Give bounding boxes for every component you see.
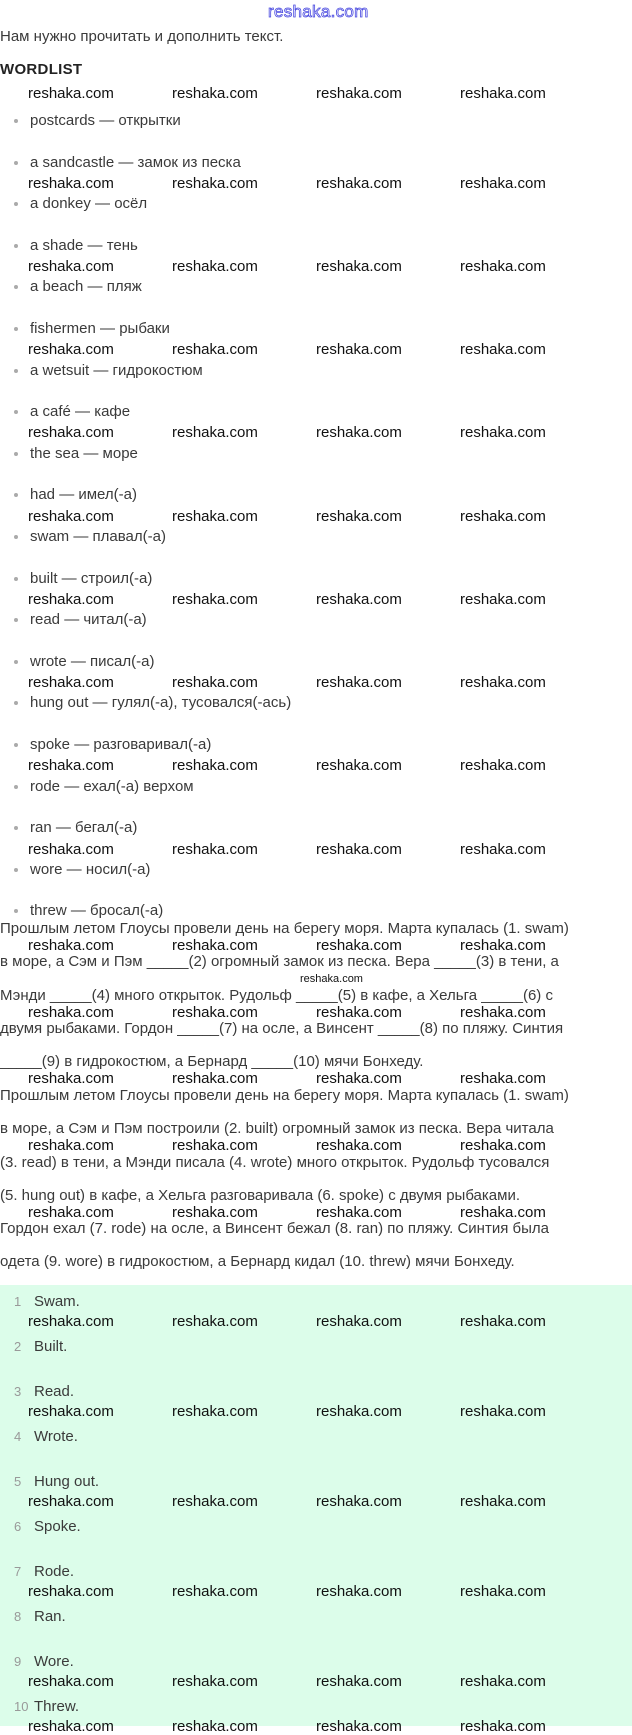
- watermark-text: reshaka.com: [460, 1204, 546, 1221]
- solution-line: (3. read) в тени, а Мэнди писала (4. wrote) много открыток. Рудольф тусовался: [0, 1153, 550, 1171]
- wordlist-item-text: postcards — открытки: [30, 112, 181, 129]
- wordlist-item-text: had — имел(-а): [30, 486, 137, 504]
- watermark-text: reshaka.com: [28, 341, 114, 358]
- watermark-text: reshaka.com: [316, 1313, 402, 1330]
- wordlist-item: [14, 112, 181, 130]
- watermark-text: reshaka.com: [172, 175, 258, 192]
- watermark-text: reshaka.com: [460, 1070, 546, 1087]
- watermark-text: reshaka.com: [460, 85, 546, 102]
- solution-line: одета (9. wore) в гидрокостюм, а Бернард кидал (10. threw) мячи Бонхеду.: [0, 1253, 515, 1271]
- answer-number: 2: [14, 1339, 22, 1354]
- wordlist-item-text: a sandcastle — замок из песка: [30, 153, 241, 171]
- watermark-text: reshaka.com: [28, 1673, 114, 1690]
- wordlist-title: WORDLIST: [0, 61, 83, 78]
- wordlist-item-text: wore — носил(-а): [30, 860, 151, 878]
- watermark-text: reshaka.com: [316, 757, 402, 774]
- answer-number: 8: [14, 1609, 22, 1624]
- watermark-text: reshaka.com: [28, 1313, 114, 1330]
- wordlist-item: [14, 528, 166, 546]
- task-line: _____(9) в гидрокостюм, а Бернард _____(10) мячи Бонхеду.: [0, 1053, 424, 1071]
- watermark-text: reshaka.com: [28, 1004, 114, 1021]
- bullet-icon: [14, 909, 18, 913]
- watermark-text: reshaka.com: [460, 1493, 546, 1510]
- answer-item: [14, 1563, 74, 1581]
- wordlist-item-text: the sea — море: [30, 444, 138, 462]
- solution-line: в море, а Сэм и Пэм построили (2. built) огромный замок из песка. Вера читала: [0, 1120, 554, 1138]
- watermark-text: reshaka.com: [172, 1583, 258, 1600]
- bullet-icon: [14, 369, 18, 373]
- task-line: в море, а Сэм и Пэм _____(2) огромный замок из песка. Вера _____(3) в тени, а: [0, 953, 559, 971]
- wordlist-item: [14, 403, 130, 421]
- watermark-text: reshaka.com: [460, 1137, 546, 1154]
- watermark-text: reshaka.com: [172, 1403, 258, 1420]
- watermark-text: reshaka.com: [172, 1718, 258, 1735]
- answer-number: 4: [14, 1429, 22, 1444]
- watermark-text: reshaka.com: [460, 508, 546, 525]
- answer-number: 10: [14, 1699, 29, 1714]
- wordlist-item-text: a wetsuit — гидрокостюм: [30, 361, 203, 379]
- bullet-icon: [14, 493, 18, 497]
- answer-text: Wore.: [34, 1653, 74, 1670]
- bullet-icon: [14, 826, 18, 830]
- watermark-text: reshaka.com: [316, 175, 402, 192]
- solution-line: Гордон ехал (7. rode) на осле, а Винсент бежал (8. ran) по пляжу. Синтия была: [0, 1220, 549, 1238]
- watermark-text: reshaka.com: [316, 341, 402, 358]
- answer-item: [14, 1338, 67, 1356]
- wordlist-item-text: a shade — тень: [30, 236, 138, 254]
- watermark-text: reshaka.com: [460, 424, 546, 441]
- bullet-icon: [14, 660, 18, 664]
- bullet-icon: [14, 535, 18, 539]
- answer-item: [14, 1473, 99, 1491]
- bullet-icon: [14, 743, 18, 747]
- watermark-text: reshaka.com: [172, 85, 258, 102]
- bullet-icon: [14, 785, 18, 789]
- watermark-text: reshaka.com: [316, 1070, 402, 1087]
- watermark-text: reshaka.com: [316, 841, 402, 858]
- answer-number: 6: [14, 1519, 22, 1534]
- bullet-icon: [14, 119, 18, 123]
- watermark-text: reshaka.com: [316, 508, 402, 525]
- answer-text: Built.: [34, 1338, 68, 1355]
- watermark-text: reshaka.com: [316, 1204, 402, 1221]
- answer-text: Ran.: [34, 1608, 66, 1625]
- watermark-text: reshaka.com: [172, 1313, 258, 1330]
- answer-text: Swam.: [34, 1293, 80, 1310]
- wordlist-item: [14, 819, 137, 837]
- wordlist-item: [14, 278, 142, 296]
- watermark-text: reshaka.com: [460, 1673, 546, 1690]
- answer-number: 1: [14, 1294, 22, 1309]
- watermark-text: reshaka.com: [316, 85, 402, 102]
- watermark-text: reshaka.com: [172, 258, 258, 275]
- watermark-text: reshaka.com: [28, 175, 114, 192]
- watermark-text: reshaka.com: [28, 674, 114, 691]
- watermark-text: reshaka.com: [172, 1673, 258, 1690]
- wordlist-item: [14, 736, 211, 754]
- watermark-text: reshaka.com: [28, 841, 114, 858]
- wordlist-item: [14, 778, 194, 796]
- watermark-text: reshaka.com: [460, 937, 546, 954]
- answer-item: [14, 1608, 66, 1626]
- bullet-icon: [14, 618, 18, 622]
- watermark-text: reshaka.com: [28, 508, 114, 525]
- watermark-text: reshaka.com: [172, 1070, 258, 1087]
- wordlist-item-text: spoke — разговаривал(-а): [30, 736, 212, 753]
- watermark-text: reshaka.com: [316, 937, 402, 954]
- answer-text: Wrote.: [34, 1428, 78, 1445]
- wordlist-item-text: hung out — гулял(-а), тусовался(-ась): [30, 694, 292, 712]
- answer-text: Spoke.: [34, 1518, 81, 1535]
- wordlist-item-text: fishermen — рыбаки: [30, 320, 170, 337]
- answer-item: [14, 1428, 78, 1446]
- watermark-text: reshaka.com: [316, 1493, 402, 1510]
- watermark-text: reshaka.com: [28, 424, 114, 441]
- answer-item: [14, 1293, 80, 1311]
- watermark-text: reshaka.com: [172, 424, 258, 441]
- watermark-text: reshaka.com: [460, 1313, 546, 1330]
- wordlist-item: [14, 237, 138, 255]
- bullet-icon: [14, 701, 18, 705]
- bullet-icon: [14, 244, 18, 248]
- wordlist-item: [14, 362, 203, 380]
- watermark-text: reshaka.com: [316, 1403, 402, 1420]
- answer-number: 9: [14, 1654, 22, 1669]
- watermark-text: reshaka.com: [172, 937, 258, 954]
- bullet-icon: [14, 202, 18, 206]
- watermark-text: reshaka.com: [316, 1718, 402, 1735]
- task-line: двумя рыбаками. Гордон _____(7) на осле, а Винсент _____(8) по пляжу. Синтия: [0, 1019, 564, 1037]
- watermark-text: reshaka.com: [28, 1583, 114, 1600]
- watermark-text: reshaka.com: [460, 757, 546, 774]
- answer-text: Rode.: [34, 1563, 75, 1580]
- watermark-text: reshaka.com: [28, 1403, 114, 1420]
- watermark-text: reshaka.com: [460, 341, 546, 358]
- watermark-text: reshaka.com: [172, 591, 258, 608]
- watermark-text: reshaka.com: [28, 1204, 114, 1221]
- watermark-text: reshaka.com: [316, 674, 402, 691]
- site-logo[interactable]: reshaka.com: [268, 2, 369, 21]
- solution-line: (5. hung out) в кафе, а Хельга разговаривала (6. spoke) с двумя рыбаками.: [0, 1186, 520, 1204]
- watermark-text: reshaka.com: [28, 937, 114, 954]
- watermark-text: reshaka.com: [316, 1004, 402, 1021]
- watermark-text: reshaka.com: [28, 1137, 114, 1154]
- watermark-text: reshaka.com: [460, 1718, 546, 1735]
- solution-paragraph: [0, 1087, 632, 1287]
- watermark-text: reshaka.com: [28, 1493, 114, 1510]
- watermark-text: reshaka.com: [316, 1673, 402, 1690]
- answer-text: Hung out.: [34, 1473, 100, 1490]
- task-line: Мэнди _____(4) много открыток. Рудольф _____(5) в кафе, а Хельга _____(6) с: [0, 986, 553, 1004]
- watermark-text: reshaka.com: [28, 1070, 114, 1087]
- task-paragraph: [0, 920, 632, 1086]
- answer-item: [14, 1383, 74, 1401]
- watermark-text: reshaka.com: [460, 591, 546, 608]
- bullet-icon: [14, 410, 18, 414]
- wordlist-item: [14, 694, 291, 712]
- wordlist-item: [14, 154, 241, 172]
- watermark-text: reshaka.com: [28, 591, 114, 608]
- watermark-text: reshaka.com: [172, 508, 258, 525]
- solution-line: Прошлым летом Глоусы провели день на берегу моря. Марта купалась (1. swam): [0, 1087, 569, 1104]
- watermark-text: reshaka.com: [316, 1583, 402, 1600]
- watermark-text: reshaka.com: [172, 341, 258, 358]
- bullet-icon: [14, 161, 18, 165]
- watermark-text: reshaka.com: [460, 1583, 546, 1600]
- watermark-text: reshaka.com: [172, 674, 258, 691]
- answer-item: [14, 1518, 81, 1536]
- watermark-text: reshaka.com: [316, 1137, 402, 1154]
- watermark-text: reshaka.com: [460, 1403, 546, 1420]
- wordlist-item: [14, 861, 150, 879]
- watermark-text: reshaka.com: [172, 1204, 258, 1221]
- watermark-text: reshaka.com: [172, 841, 258, 858]
- watermark-text: reshaka.com: [460, 258, 546, 275]
- wordlist-item-text: rode — ехал(-а) верхом: [30, 777, 194, 795]
- wordlist-item: [14, 320, 170, 338]
- intro-text: Нам нужно прочитать и дополнить текст.: [0, 28, 284, 45]
- wordlist-item-text: built — строил(-а): [30, 569, 153, 587]
- answer-item: [14, 1698, 79, 1716]
- wordlist-item-text: a beach — пляж: [30, 278, 142, 296]
- watermark-text: reshaka.com: [316, 258, 402, 275]
- task-line: Прошлым летом Глоусы провели день на берегу моря. Марта купалась (1. swam): [0, 920, 569, 937]
- bullet-icon: [14, 327, 18, 331]
- wordlist-item: [14, 653, 154, 671]
- bullet-icon: [14, 452, 18, 456]
- watermark-text: reshaka.com: [28, 258, 114, 275]
- watermark-text: reshaka.com: [172, 1493, 258, 1510]
- wordlist-item-text: read — читал(-а): [30, 611, 147, 629]
- wordlist-item: [14, 902, 163, 920]
- watermark-text: reshaka.com: [172, 1137, 258, 1154]
- wordlist-item: [14, 486, 137, 504]
- watermark-text: reshaka.com: [172, 757, 258, 774]
- wordlist-item-text: a café — кафе: [30, 403, 131, 421]
- answer-text: Read.: [34, 1383, 75, 1400]
- answer-item: [14, 1653, 74, 1671]
- wordlist-item: [14, 445, 138, 463]
- wordlist-item-text: wrote — писал(-а): [30, 652, 155, 670]
- answers-block: [0, 1285, 632, 1726]
- answer-number: 3: [14, 1384, 22, 1399]
- wordlist-item-text: ran — бегал(-а): [30, 819, 138, 837]
- wordlist-item: [14, 611, 147, 629]
- watermark-text: reshaka.com: [316, 424, 402, 441]
- wordlist-item-text: threw — бросал(-а): [30, 902, 164, 920]
- wordlist-item-text: swam — плавал(-а): [30, 528, 166, 545]
- watermark-text: reshaka.com: [316, 591, 402, 608]
- bullet-icon: [14, 577, 18, 581]
- watermark-text: reshaka.com: [28, 85, 114, 102]
- watermark-text: reshaka.com: [460, 1004, 546, 1021]
- answer-number: 7: [14, 1564, 22, 1579]
- watermark-text: reshaka.com: [460, 674, 546, 691]
- watermark-text: reshaka.com: [172, 1004, 258, 1021]
- answer-number: 5: [14, 1474, 22, 1489]
- watermark-text: reshaka.com: [460, 175, 546, 192]
- wordlist-item-text: a donkey — осёл: [30, 195, 148, 213]
- wordlist-item: [14, 195, 147, 213]
- watermark-text: reshaka.com: [460, 841, 546, 858]
- watermark-text: reshaka.com: [28, 757, 114, 774]
- bullet-icon: [14, 285, 18, 289]
- bullet-icon: [14, 868, 18, 872]
- answer-text: Threw.: [34, 1698, 80, 1715]
- wordlist-item: [14, 570, 152, 588]
- watermark-text: reshaka.com: [300, 973, 363, 985]
- watermark-text: reshaka.com: [28, 1718, 114, 1735]
